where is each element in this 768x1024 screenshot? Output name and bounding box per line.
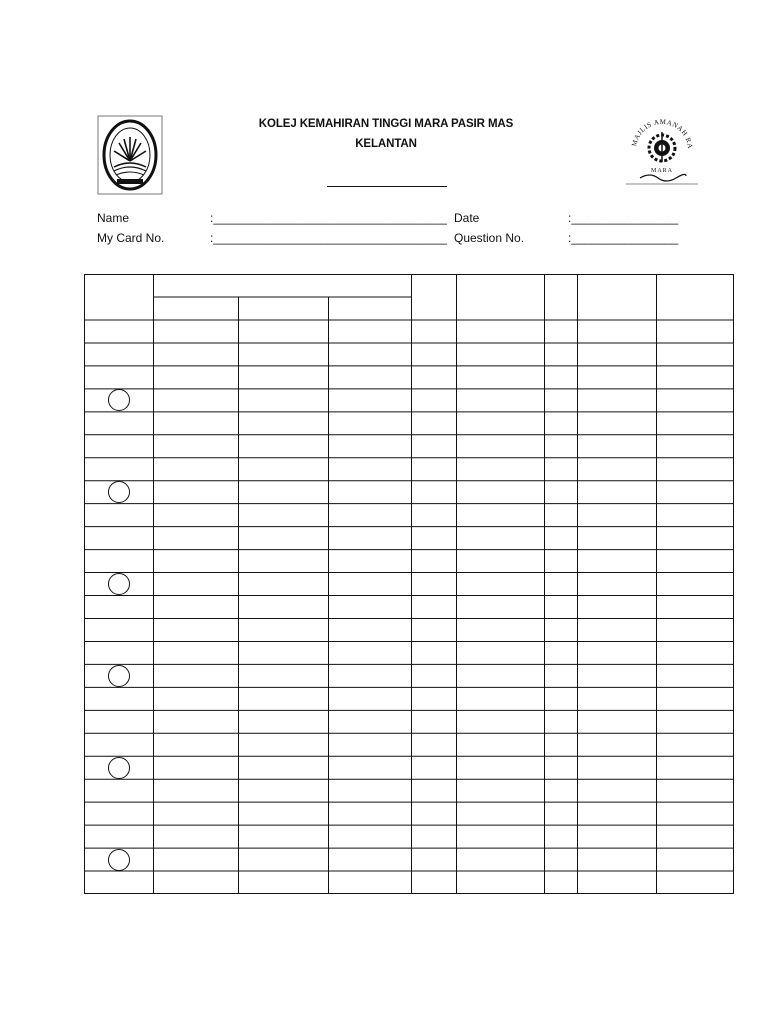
document-title: [200, 114, 572, 154]
card-no-label: My Card No.: [97, 231, 165, 245]
date-field[interactable]: :________________: [568, 211, 679, 225]
answer-grid: [84, 274, 734, 894]
title-line-2: KELANTAN: [355, 138, 417, 150]
question-no-field[interactable]: :________________: [568, 231, 679, 245]
row-marker-circle: [108, 757, 130, 779]
row-marker-circle: [108, 481, 130, 503]
college-seal-logo: [97, 115, 163, 195]
svg-text:MAJLIS AMANAH RAKYAT: MAJLIS AMANAH RA: [630, 117, 695, 150]
question-no-label: Question No.: [454, 231, 525, 245]
title-line-1: KOLEJ KEMAHIRAN TINGGI MARA PASIR MAS: [258, 118, 514, 130]
mara-seal-logo: [624, 112, 700, 188]
name-label: Name: [97, 211, 130, 225]
row-marker-circle: [108, 665, 130, 687]
row-marker-circle: [108, 849, 130, 871]
row-marker-circle: [108, 389, 130, 411]
card-no-field[interactable]: :___________________________________: [210, 231, 447, 245]
row-marker-circle: [108, 573, 130, 595]
title-underline: [327, 186, 447, 187]
date-label: Date: [454, 211, 480, 225]
grid-lines: [84, 274, 734, 894]
name-field[interactable]: :___________________________________: [210, 211, 447, 225]
svg-text:MARA: MARA: [650, 168, 674, 174]
